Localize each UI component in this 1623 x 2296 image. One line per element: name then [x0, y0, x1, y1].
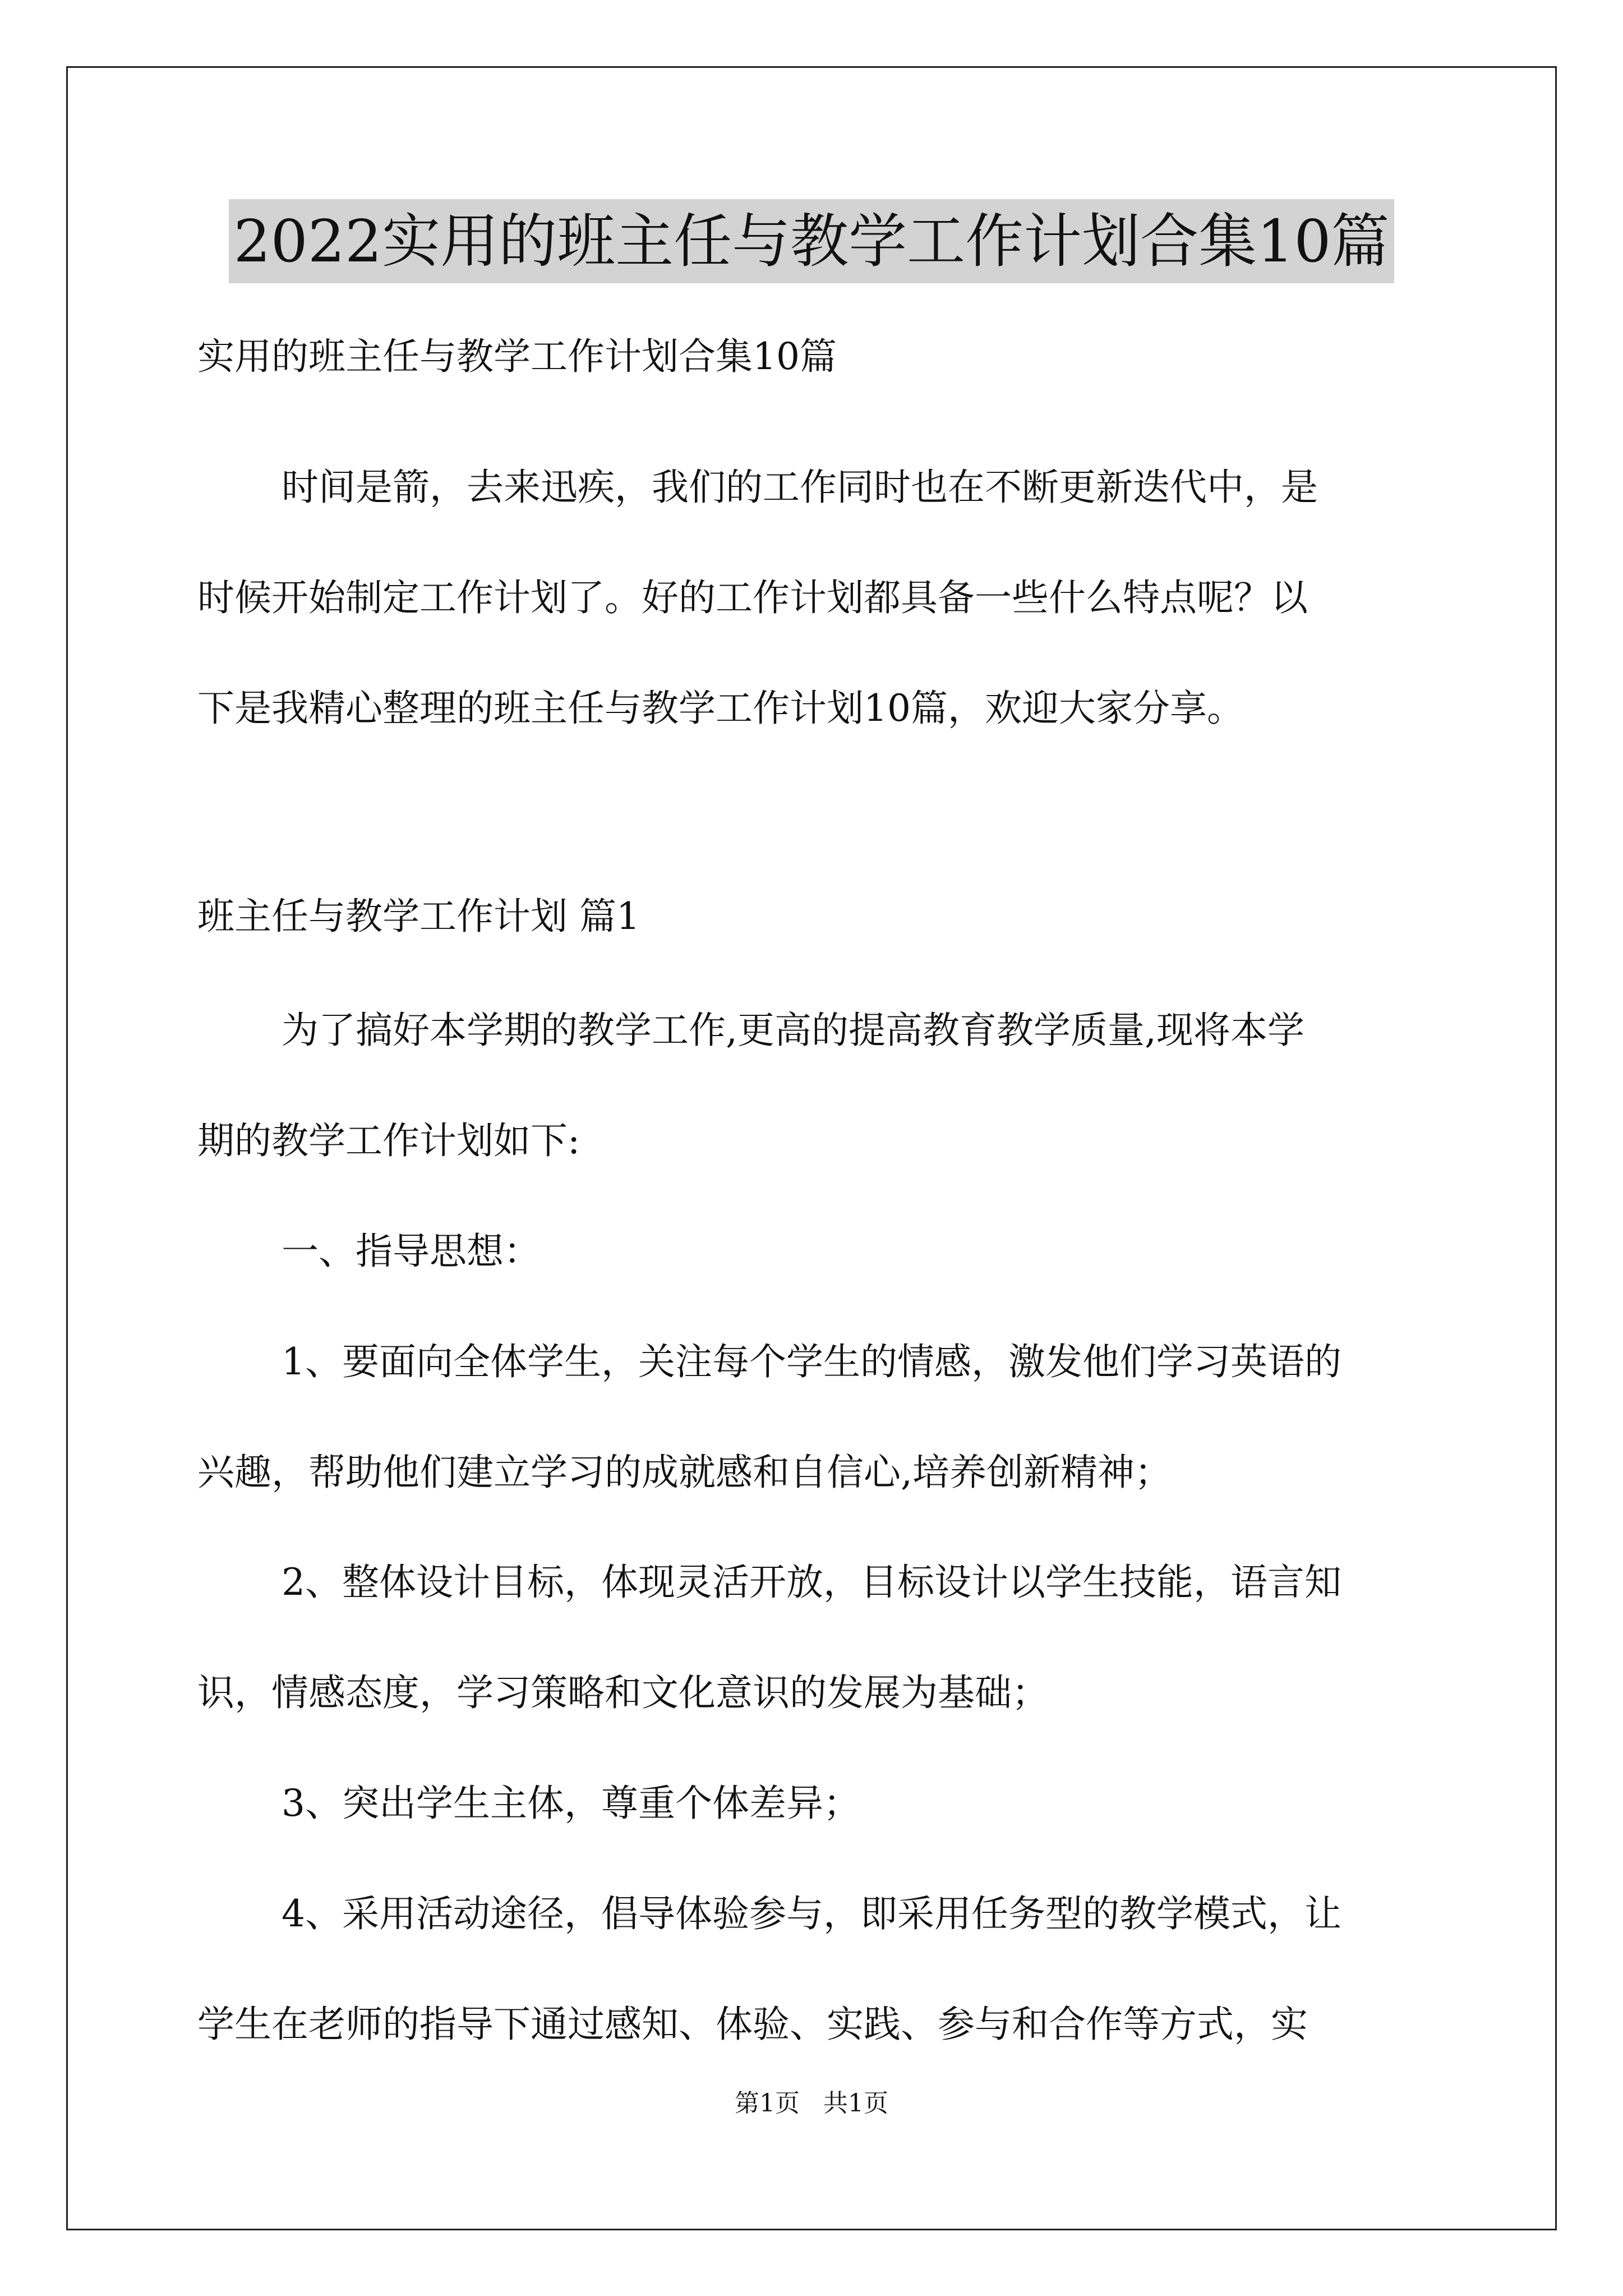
- document-title: 2022实用的班主任与教学工作计划合集10篇: [229, 199, 1394, 283]
- section-heading: 班主任与教学工作计划 篇1: [197, 895, 640, 938]
- paragraph-line: 识，情感态度，学习策略和文化意识的发展为基础；: [197, 1671, 1049, 1714]
- document-subtitle: 实用的班主任与教学工作计划合集10篇: [197, 335, 837, 378]
- paragraph-line: 1、要面向全体学生，关注每个学生的情感，激发他们学习英语的: [282, 1340, 1341, 1383]
- paragraph-line: 期的教学工作计划如下:: [197, 1119, 580, 1162]
- paragraph-line: 2、整体设计目标，体现灵活开放，目标设计以学生技能，语言知: [282, 1561, 1341, 1604]
- paragraph-line: 一、指导思想：: [282, 1230, 541, 1273]
- paragraph-line: 下是我精心整理的班主任与教学工作计划10篇，欢迎大家分享。: [197, 687, 1244, 730]
- paragraph-line: 时候开始制定工作计划了。好的工作计划都具备一些什么特点呢？以: [197, 576, 1308, 619]
- paragraph-line: 兴趣，帮助他们建立学习的成就感和自信心,培养创新精神；: [197, 1451, 1172, 1494]
- paragraph-line: 时间是箭，去来迅疾，我们的工作同时也在不断更新迭代中，是: [282, 466, 1318, 509]
- page-footer: 第1页 共1页: [735, 2089, 888, 2118]
- paragraph-line: 3、突出学生主体，尊重个体差异；: [282, 1782, 860, 1825]
- paragraph-line: 学生在老师的指导下通过感知、体验、实践、参与和合作等方式，实: [197, 2003, 1308, 2046]
- paragraph-line: 为了搞好本学期的教学工作,更高的提高教育教学质量,现将本学: [282, 1009, 1304, 1052]
- paragraph-line: 4、采用活动途径，倡导体验参与，即采用任务型的教学模式，让: [282, 1892, 1341, 1935]
- title-wrap: [0, 199, 1623, 283]
